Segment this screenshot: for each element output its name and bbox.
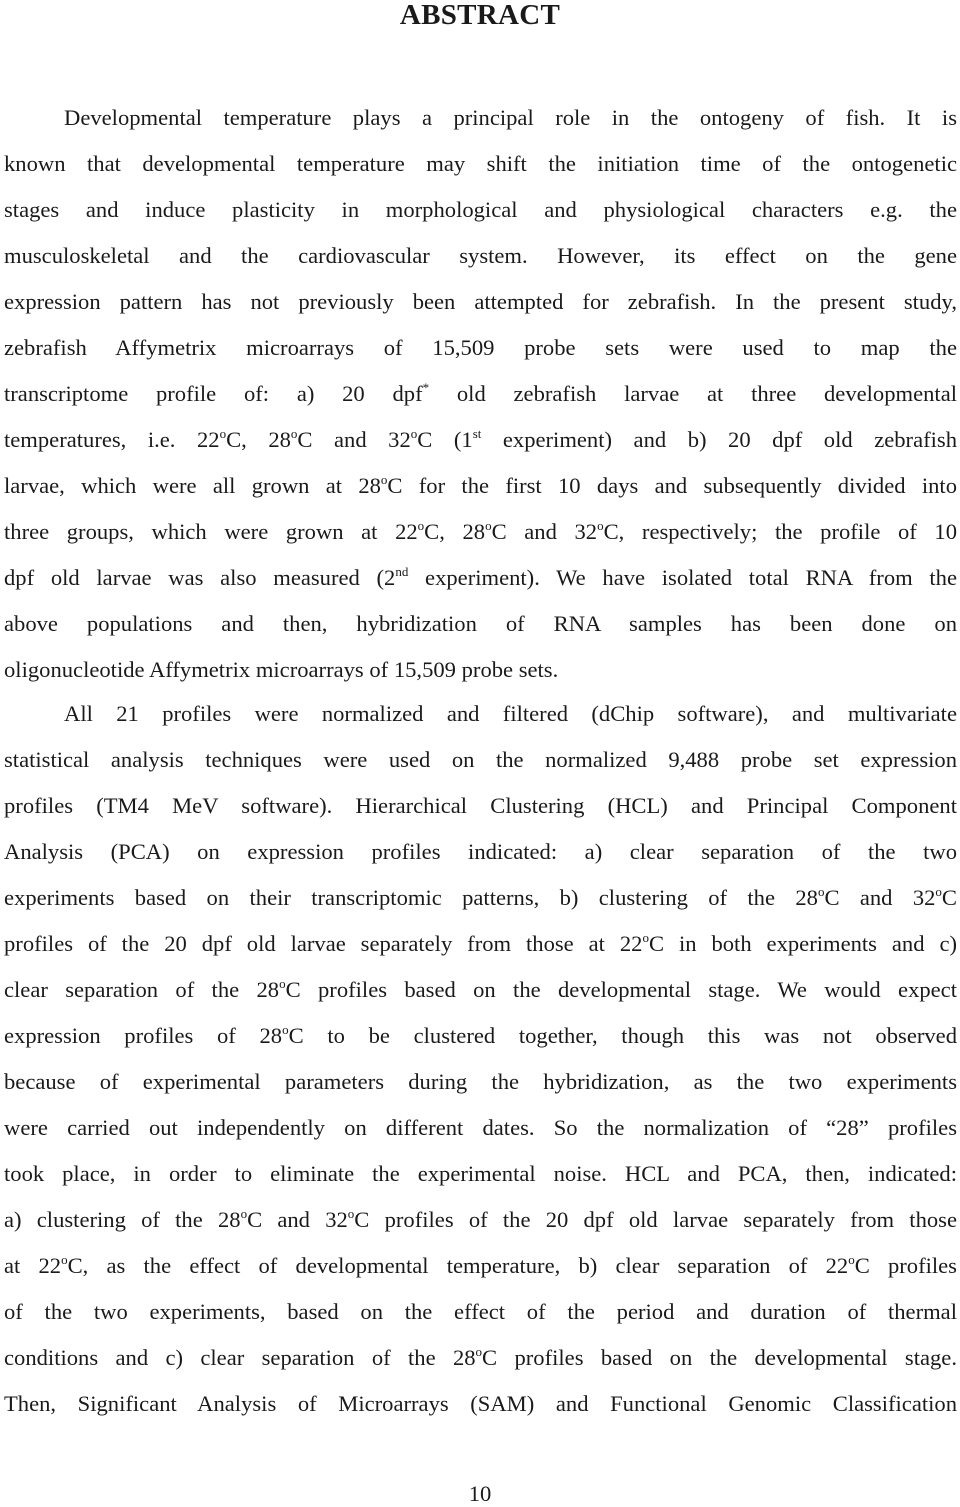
text-line: Analysis (PCA) on expression profiles indicated: a) clear separation of the two <box>4 839 957 864</box>
text-line: above populations and then, hybridization of RNA samples has been done on <box>4 611 957 636</box>
degree-superscript: o <box>597 518 604 533</box>
text-line: profiles of the 20 dpf old larvae separately from those at 22$^o$C in both experiments and c) <box>4 930 957 956</box>
text-line: zebrafish Affymetrix microarrays of 15,509 probe sets were used to map the <box>4 335 957 360</box>
text-line: Then, Significant Analysis of Microarrays (SAM) and Functional Genomic Classification <box>4 1391 957 1416</box>
degree-superscript: o <box>290 426 298 441</box>
degree-superscript: o <box>282 1022 289 1037</box>
text-line: experiments based on their transcriptomic patterns, b) clustering of the 28$^o$C and 32$^o$C <box>4 884 957 910</box>
text-line: profiles (TM4 MeV software). Hierarchical Clustering (HCL) and Principal Component <box>4 793 957 818</box>
degree-superscript: o <box>347 1206 355 1221</box>
page-number <box>0 1481 960 1507</box>
degree-superscript: o <box>642 930 649 945</box>
text-line: larvae, which were all grown at 28$^o$C for the first 10 days and subsequently divided into <box>4 472 957 498</box>
degree-superscript: o <box>380 472 388 487</box>
degree-superscript: o <box>410 426 418 441</box>
text-line: expression profiles of 28$^o$C to be clustered together, though this was not observed <box>4 1022 957 1048</box>
text-line: statistical analysis techniques were used on the normalized 9,488 probe set expression <box>4 747 957 772</box>
ordinal-superscript: nd <box>395 564 409 579</box>
degree-superscript: o <box>219 426 227 441</box>
text-line: because of experimental parameters during the hybridization, as the two experiments <box>4 1069 957 1094</box>
degree-superscript: o <box>279 976 286 991</box>
text-line: temperatures, i.e. 22$^o$C, 28$^o$C and 32$^o$C (1st experiment) and b) 20 dpf old zebrafish <box>4 426 957 452</box>
text-line: conditions and c) clear separation of the 28$^o$C profiles based on the developmental stage. <box>4 1344 957 1370</box>
text-line: All 21 profiles were normalized and filtered (dChip software), and multivariate <box>64 701 957 726</box>
text-line: took place, in order to eliminate the experimental noise. HCL and PCA, then, indicated: <box>4 1161 957 1186</box>
ordinal-superscript: st <box>472 426 482 441</box>
text-line: dpf old larvae was also measured (2nd experiment). We have isolated total RNA from the <box>4 564 957 590</box>
degree-superscript: o <box>935 884 942 899</box>
abstract-heading-text: ABSTRACT <box>399 0 561 31</box>
degree-superscript: o <box>475 1344 483 1359</box>
degree-superscript: o <box>61 1252 68 1267</box>
text-line: stages and induce plasticity in morphological and physiological characters e.g. the <box>4 197 957 222</box>
text-line: at 22$^o$C, as the effect of developmental temperature, b) clear separation of 22$^o$C profiles <box>4 1252 957 1278</box>
text-line: of the two experiments, based on the effect of the period and duration of thermal <box>4 1299 957 1324</box>
paragraph-2 <box>4 691 957 1427</box>
degree-superscript: o <box>848 1252 855 1267</box>
degree-superscript: o <box>417 518 425 533</box>
degree-superscript: o <box>485 518 492 533</box>
text-line: Developmental temperature plays a principal role in the ontogeny of fish. It is <box>64 105 957 130</box>
degree-superscript: o <box>817 884 825 899</box>
degree-superscript: o <box>240 1206 248 1221</box>
footnote-marker: * <box>422 380 430 395</box>
text-line: oligonucleotide Affymetrix microarrays of 15,509 probe sets. <box>4 657 559 682</box>
abstract-heading <box>0 0 960 30</box>
text-line: a) clustering of the 28$^o$C and 32$^o$C profiles of the 20 dpf old larvae separately from those <box>4 1206 957 1232</box>
text-line: known that developmental temperature may shift the initiation time of the ontogenetic <box>4 151 957 176</box>
text-line: expression pattern has not previously been attempted for zebrafish. In the present study, <box>4 289 957 314</box>
text-line: transcriptome profile of: a) 20 dpf* old zebrafish larvae at three developmental <box>4 380 958 406</box>
page-number-text: 10 <box>468 1481 492 1506</box>
paragraph-1 <box>4 95 957 693</box>
text-line: clear separation of the 28$^o$C profiles based on the developmental stage. We would expect <box>4 976 957 1002</box>
text-line: three groups, which were grown at 22$^o$C, 28$^o$C and 32$^o$C, respectively; the profile of 10 <box>4 518 957 544</box>
text-line: musculoskeletal and the cardiovascular system. However, its effect on the gene <box>4 243 957 268</box>
text-line: were carried out independently on different dates. So the normalization of “28” profiles <box>4 1115 957 1140</box>
